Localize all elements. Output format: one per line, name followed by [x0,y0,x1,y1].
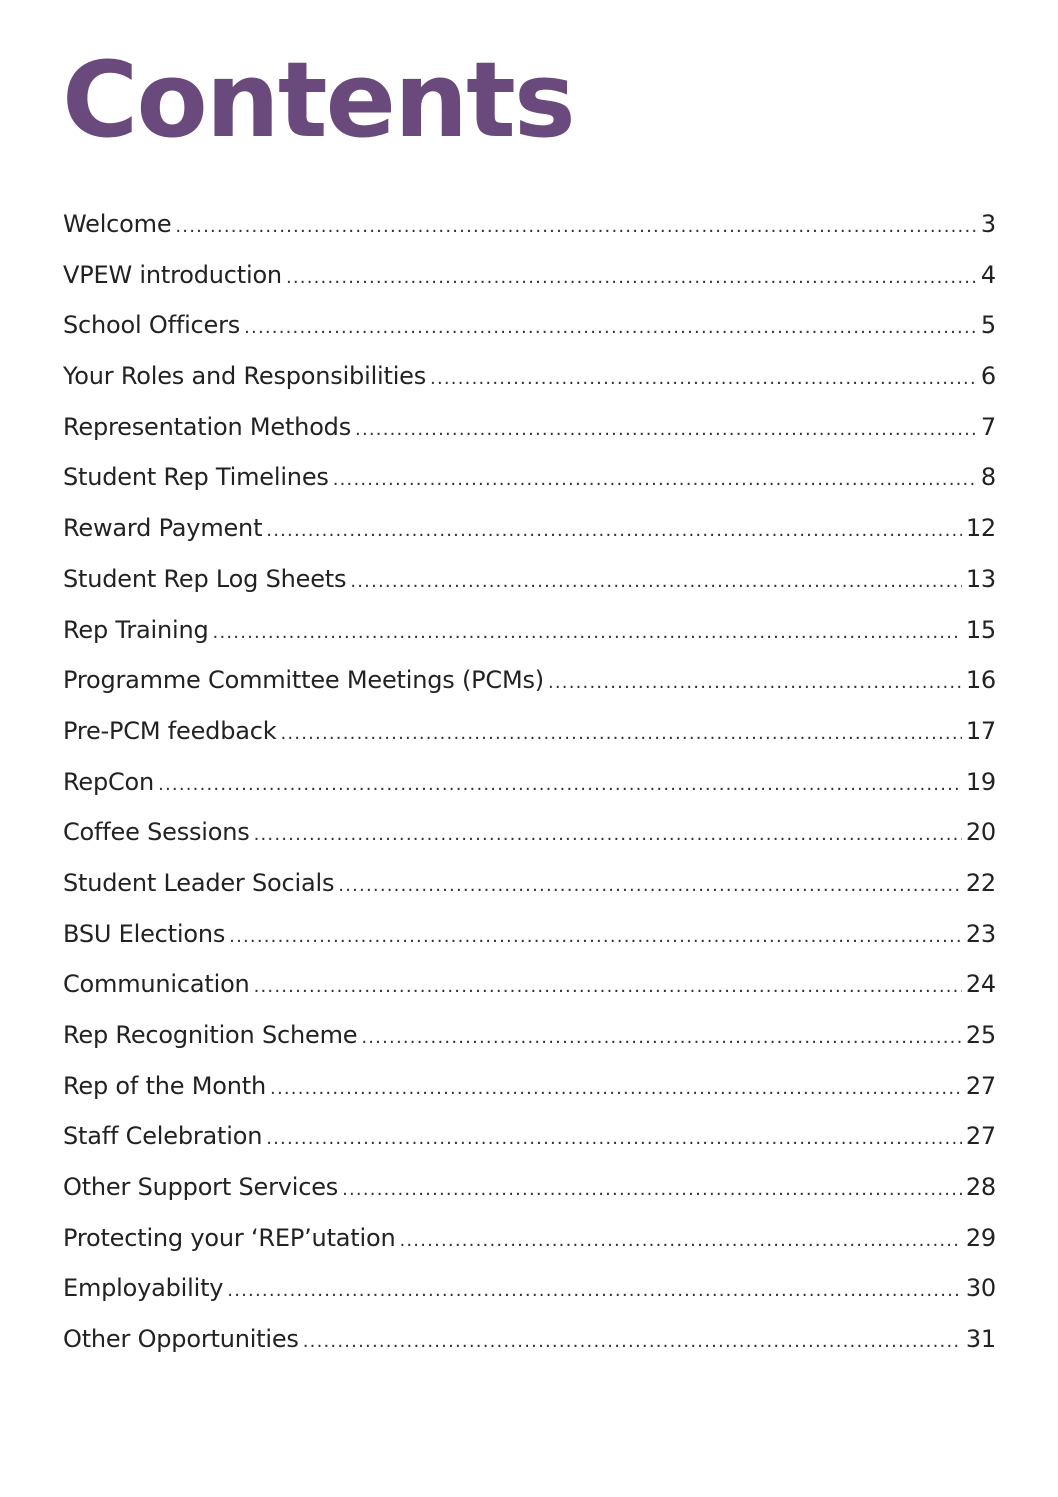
toc-entry-page: 13 [965,564,996,593]
toc-entry-rep-training[interactable] [63,605,996,656]
toc-entry-page: 25 [965,1021,996,1049]
toc-entry-title: Student Leader Socials [63,868,335,897]
dot-leader [158,760,962,811]
dot-leader [213,608,962,659]
toc-entry-title: BSU Elections [63,919,226,948]
toc-entry-communication[interactable] [63,959,996,1010]
page-title: Contents [62,39,574,161]
toc-entry-title: Protecting your ‘REP’utation [63,1223,396,1252]
toc-entry-page: 31 [965,1325,996,1354]
toc-entry-programme-committee-meetings[interactable] [63,655,996,706]
toc-entry-title: Your Roles and Responsibilities [63,362,427,391]
toc-entry-page: 28 [965,1173,996,1202]
toc-entry-page: 22 [965,868,996,897]
toc-entry-page: 15 [965,615,996,644]
toc-entry-title: Communication [63,970,250,999]
toc-entry-welcome[interactable] [63,199,996,250]
toc-entry-student-leader-socials[interactable] [63,858,996,909]
dot-leader [254,962,962,1013]
dot-leader [350,557,962,608]
table-of-contents [63,199,996,1365]
toc-entry-page: 17 [965,716,996,745]
toc-entry-title: Other Opportunities [63,1325,299,1354]
toc-entry-page: 20 [965,818,996,847]
toc-entry-representation-methods[interactable] [63,402,996,453]
toc-entry-employability[interactable] [63,1263,996,1314]
toc-entry-page: 5 [980,311,996,340]
toc-entry-student-rep-log-sheets[interactable] [63,554,996,605]
toc-entry-staff-celebration[interactable] [63,1111,996,1162]
toc-entry-bsu-elections[interactable] [63,909,996,960]
toc-entry-page: 4 [980,260,996,289]
dot-leader [361,1013,962,1064]
dot-leader [338,861,962,912]
dot-leader [303,1317,962,1368]
toc-entry-title: Rep Training [63,615,209,644]
toc-entry-roles-and-responsibilities[interactable] [63,351,996,402]
toc-entry-page: 30 [965,1274,996,1303]
toc-entry-title: Rep Recognition Scheme [63,1021,358,1049]
dot-leader [227,1266,962,1317]
dot-leader [342,1165,962,1216]
toc-entry-title: Student Rep Timelines [63,463,329,492]
toc-entry-title: School Officers [63,311,241,340]
toc-entry-rep-recognition-scheme[interactable] [63,1010,996,1061]
toc-entry-page: 8 [980,463,996,492]
toc-entry-school-officers[interactable] [63,300,996,351]
toc-entry-page: 19 [965,767,996,796]
toc-entry-title: Coffee Sessions [63,818,250,847]
toc-entry-other-support-services[interactable] [63,1162,996,1213]
toc-entry-title: RepCon [63,767,155,796]
toc-entry-page: 7 [980,412,996,441]
dot-leader [254,810,962,861]
toc-entry-title: Student Rep Log Sheets [63,564,347,593]
dot-leader [266,1114,962,1165]
toc-entry-page: 16 [965,666,996,695]
toc-entry-title: Welcome [63,210,172,238]
toc-entry-title: Staff Celebration [63,1122,263,1151]
toc-entry-vpew-introduction[interactable] [63,250,996,301]
toc-entry-page: 6 [980,362,996,391]
dot-leader [270,1064,962,1115]
toc-entry-page: 23 [965,919,996,948]
toc-entry-page: 3 [980,210,996,238]
toc-entry-title: Programme Committee Meetings (PCMs) [63,666,544,695]
dot-leader [280,709,961,760]
dot-leader [548,658,962,709]
toc-entry-protecting-your-reputation[interactable] [63,1213,996,1264]
toc-entry-rep-of-the-month[interactable] [63,1061,996,1112]
toc-entry-title: Other Support Services [63,1173,339,1202]
toc-entry-coffee-sessions[interactable] [63,807,996,858]
toc-entry-page: 27 [965,1071,996,1100]
dot-leader [244,303,977,354]
dot-leader [286,253,977,304]
dot-leader [333,455,977,506]
dot-leader [229,912,962,963]
dot-leader [399,1216,961,1267]
dot-leader [430,354,977,405]
toc-entry-title: Pre-PCM feedback [63,716,277,745]
toc-entry-student-rep-timelines[interactable] [63,452,996,503]
dot-leader [355,405,977,456]
toc-entry-repcon[interactable] [63,757,996,808]
toc-entry-pre-pcm-feedback[interactable] [63,706,996,757]
toc-entry-title: Representation Methods [63,412,352,441]
toc-entry-page: 24 [965,970,996,999]
dot-leader [266,506,962,557]
toc-entry-page: 29 [965,1223,996,1252]
toc-entry-other-opportunities[interactable] [63,1314,996,1365]
toc-entry-title: Employability [63,1274,224,1303]
toc-entry-title: VPEW introduction [63,260,282,289]
dot-leader [175,202,977,253]
toc-entry-reward-payment[interactable] [63,503,996,554]
toc-entry-page: 27 [965,1122,996,1151]
toc-entry-title: Rep of the Month [63,1071,267,1100]
toc-entry-page: 12 [965,514,996,543]
toc-entry-title: Reward Payment [63,514,263,543]
